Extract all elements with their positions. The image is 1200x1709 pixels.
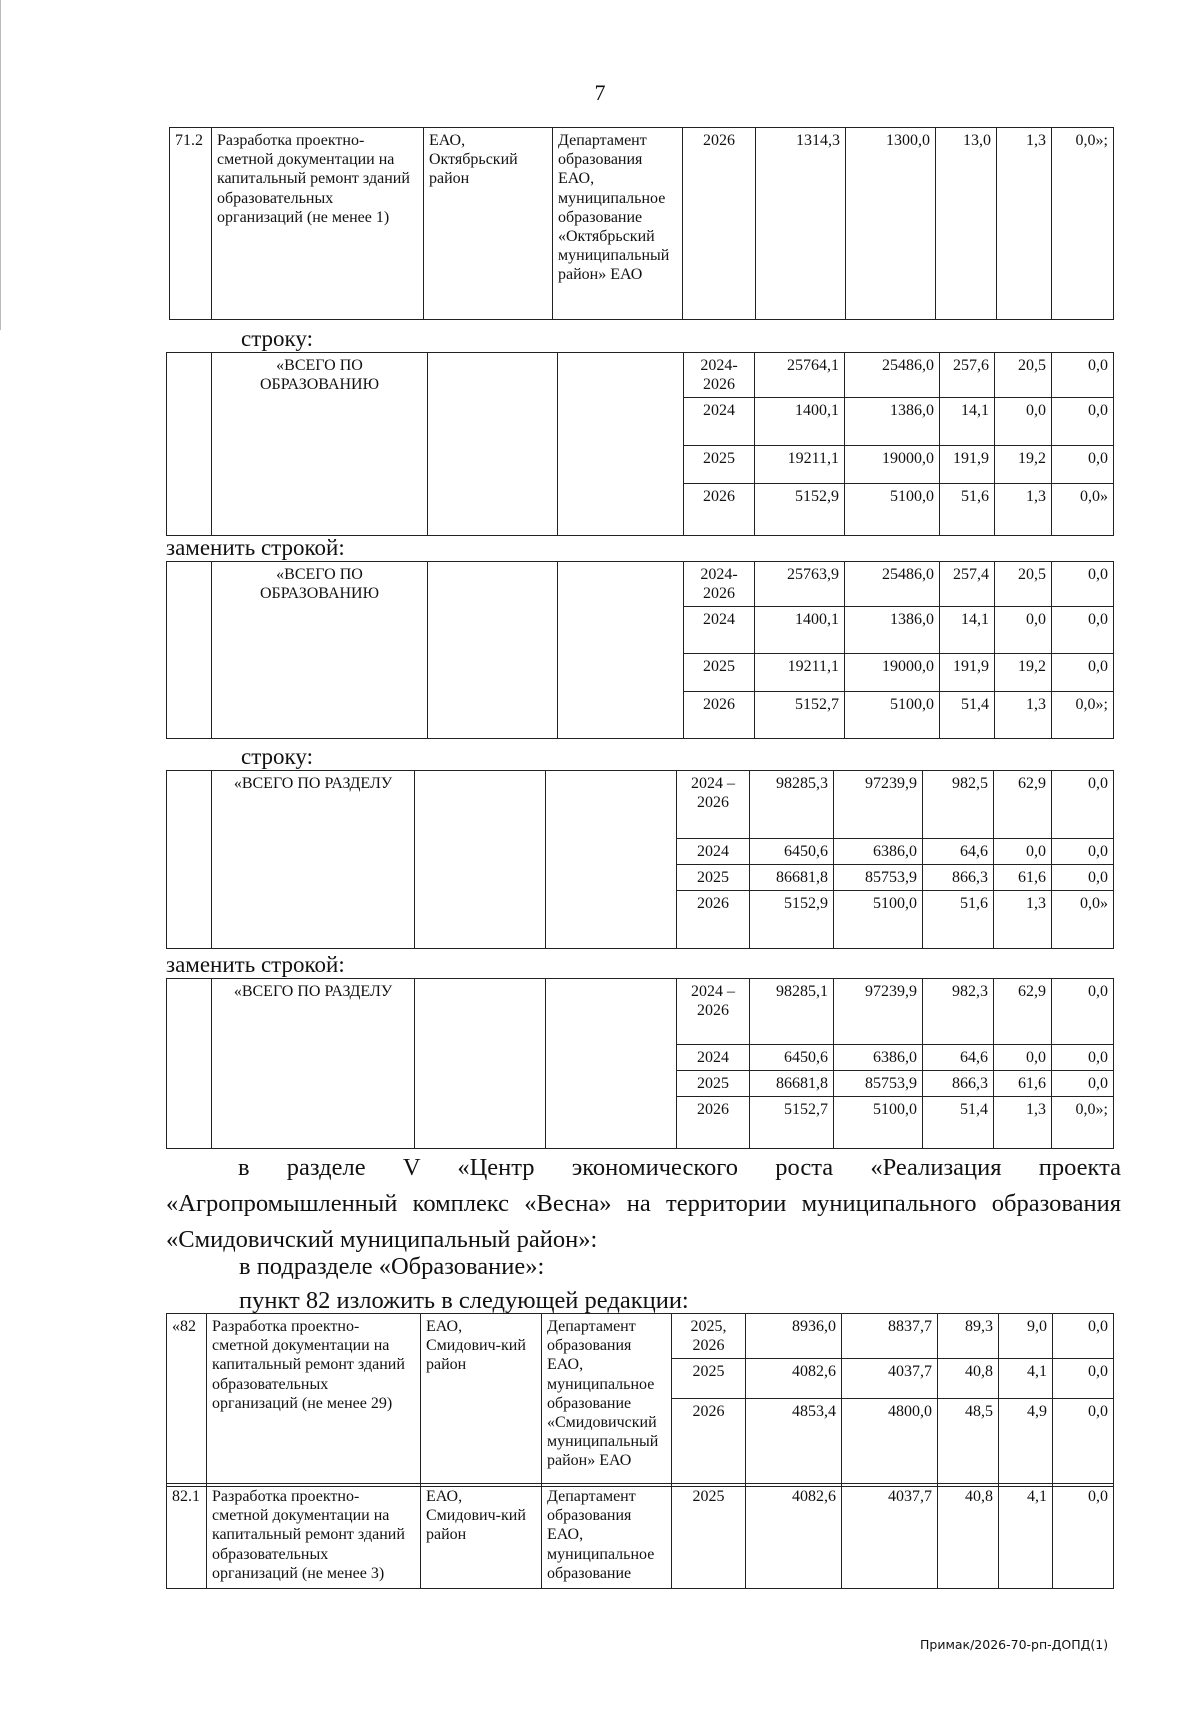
value-federal: 19000,0: [845, 446, 940, 484]
value-other: 0,0»: [1052, 891, 1114, 949]
value-other: 0,0: [1052, 353, 1114, 398]
table-row-71-2: [169, 127, 1114, 320]
value-total: 5152,7: [755, 692, 845, 739]
value-local: 61,6: [994, 865, 1052, 891]
value-total: 5152,9: [750, 891, 834, 949]
year: 2025: [672, 1484, 746, 1589]
value-local: 9,0: [999, 1314, 1053, 1359]
item-instruction-line: пункт 82 изложить в следующей редакции:: [239, 1287, 689, 1314]
year: 2025, 2026: [672, 1314, 746, 1359]
value-regional: 40,8: [938, 1359, 999, 1399]
value-regional: 51,4: [940, 692, 995, 739]
value-regional: 982,5: [923, 771, 994, 839]
work-name: Разработка проектно-сметной документации на капитальный ремонт зданий образовательных организаций (не менее 1): [212, 128, 424, 320]
value-federal: 5100,0: [845, 484, 940, 536]
value-other: 0,0»;: [1052, 692, 1114, 739]
year: 2026: [677, 1097, 750, 1149]
table-section-old: [166, 770, 1114, 949]
value-federal: 19000,0: [845, 654, 940, 692]
value-local: 0,0: [994, 1045, 1052, 1071]
total-label: «ВСЕГО ПО РАЗДЕЛУ: [212, 771, 415, 949]
executor: Департамент образования ЕАО, муниципальное образование «Октябрьский муниципальный район» ЕАО: [553, 128, 683, 320]
executor: Департамент образования ЕАО, муниципальное образование «Смидовичский муниципальный район» ЕАО: [542, 1314, 672, 1487]
page-number: 7: [594, 80, 606, 105]
value-local: 20,5: [995, 562, 1052, 607]
label-stroku: строку:: [241, 744, 313, 769]
value-other: 0,0: [1052, 1045, 1114, 1071]
value-other: 0,0: [1053, 1399, 1114, 1487]
value-other: 0,0: [1052, 979, 1114, 1045]
value-regional: 64,6: [923, 1045, 994, 1071]
value-federal: 6386,0: [834, 839, 923, 865]
value-regional: 64,6: [923, 839, 994, 865]
document-footer-code: Примак/2026-70-рп-ДОПД(1): [920, 1637, 1109, 1652]
value-regional: 14,1: [940, 398, 995, 446]
value-regional: 51,4: [923, 1097, 994, 1149]
value-local: 4,1: [999, 1359, 1053, 1399]
value-total: 1400,1: [755, 398, 845, 446]
year: 2026: [684, 692, 755, 739]
value-federal: 1386,0: [845, 398, 940, 446]
value-regional: 191,9: [940, 446, 995, 484]
value-total: 1400,1: [755, 607, 845, 654]
value-federal: 5100,0: [834, 1097, 923, 1149]
year: 2026: [677, 891, 750, 949]
year: 2025: [672, 1359, 746, 1399]
value-total: 6450,6: [750, 839, 834, 865]
value-other: 0,0: [1052, 771, 1114, 839]
value-local: 1,3: [994, 1097, 1052, 1149]
value-local: 0,0: [995, 607, 1052, 654]
value-local: 1,3: [994, 891, 1052, 949]
table-section-new: [166, 978, 1114, 1149]
value-regional: 191,9: [940, 654, 995, 692]
year: 2024 – 2026: [677, 979, 750, 1045]
year: 2024: [677, 1045, 750, 1071]
label-stroku: строку:: [241, 326, 313, 351]
value-local: 0,0: [994, 839, 1052, 865]
total-label: «ВСЕГО ПО ОБРАЗОВАНИЮ: [212, 353, 428, 536]
year: 2024: [677, 839, 750, 865]
value-federal: 4037,7: [842, 1484, 938, 1589]
value-regional: 14,1: [940, 607, 995, 654]
work-name: Разработка проектно-сметной документации на капитальный ремонт зданий образовательных организаций (не менее 3): [207, 1484, 421, 1589]
value-federal: 85753,9: [834, 865, 923, 891]
value-other: 0,0: [1052, 562, 1114, 607]
value-other: 0,0: [1052, 446, 1114, 484]
value-regional: 866,3: [923, 865, 994, 891]
value-federal: 8837,7: [842, 1314, 938, 1359]
value-federal: 97239,9: [834, 979, 923, 1045]
value-total: 86681,8: [750, 1071, 834, 1097]
value-federal: 85753,9: [834, 1071, 923, 1097]
row-number: «82: [167, 1314, 207, 1487]
location: ЕАО, Смидович-кий район: [421, 1314, 542, 1487]
year: 2025: [677, 1071, 750, 1097]
value-regional: 89,3: [938, 1314, 999, 1359]
value-total: 5152,7: [750, 1097, 834, 1149]
scan-margin-line: [0, 0, 1, 330]
value-federal: 5100,0: [845, 692, 940, 739]
value-regional: 13,0: [936, 128, 997, 320]
work-name: Разработка проектно-сметной документации на капитальный ремонт зданий образовательных организаций (не менее 29): [207, 1314, 421, 1487]
value-local: 0,0: [995, 398, 1052, 446]
table-item-82: [166, 1313, 1114, 1487]
value-total: 19211,1: [755, 654, 845, 692]
value-other: 0,0: [1053, 1314, 1114, 1359]
subsection-line: в подразделе «Образование»:: [239, 1253, 545, 1280]
table-item-82-1: [166, 1483, 1114, 1589]
value-federal: 4800,0: [842, 1399, 938, 1487]
value-local: 4,1: [999, 1484, 1053, 1589]
year: 2024: [684, 398, 755, 446]
year: 2024 – 2026: [677, 771, 750, 839]
value-regional: 866,3: [923, 1071, 994, 1097]
year: 2024: [684, 607, 755, 654]
value-other: 0,0: [1052, 1071, 1114, 1097]
year: 2025: [684, 446, 755, 484]
executor: Департамент образования ЕАО, муниципальное образование: [542, 1484, 672, 1589]
value-local: 20,5: [995, 353, 1052, 398]
value-total: 5152,9: [755, 484, 845, 536]
table-education-old: [166, 352, 1114, 536]
value-local: 19,2: [995, 446, 1052, 484]
total-label: «ВСЕГО ПО ОБРАЗОВАНИЮ: [212, 562, 428, 739]
year: 2024-2026: [684, 353, 755, 398]
value-federal: 1386,0: [845, 607, 940, 654]
value-regional: 257,6: [940, 353, 995, 398]
value-other: 0,0: [1052, 654, 1114, 692]
value-federal: 4037,7: [842, 1359, 938, 1399]
value-total: 6450,6: [750, 1045, 834, 1071]
year: 2025: [684, 654, 755, 692]
value-other: 0,0»: [1052, 484, 1114, 536]
location: ЕАО, Смидович-кий район: [421, 1484, 542, 1589]
value-other: 0,0: [1052, 398, 1114, 446]
value-regional: 40,8: [938, 1484, 999, 1589]
value-federal: 6386,0: [834, 1045, 923, 1071]
value-total: 4853,4: [746, 1399, 842, 1487]
value-total: 25763,9: [755, 562, 845, 607]
value-local: 62,9: [994, 979, 1052, 1045]
value-total: 4082,6: [746, 1359, 842, 1399]
year: 2025: [677, 865, 750, 891]
value-other: 0,0: [1053, 1484, 1114, 1589]
value-other: 0,0»;: [1052, 1097, 1114, 1149]
table-education-new: [166, 561, 1114, 739]
value-local: 1,3: [995, 692, 1052, 739]
value-other: 0,0: [1052, 839, 1114, 865]
value-local: 4,9: [999, 1399, 1053, 1487]
value-local: 1,3: [995, 484, 1052, 536]
value-federal: 25486,0: [845, 562, 940, 607]
value-local: 1,3: [997, 128, 1052, 320]
value-other: 0,0: [1053, 1359, 1114, 1399]
value-total: 8936,0: [746, 1314, 842, 1359]
value-federal: 97239,9: [834, 771, 923, 839]
value-total: 1314,3: [756, 128, 846, 320]
year: 2024-2026: [684, 562, 755, 607]
value-regional: 51,6: [940, 484, 995, 536]
value-total: 86681,8: [750, 865, 834, 891]
value-total: 98285,1: [750, 979, 834, 1045]
label-zamenit: заменить строкой:: [166, 535, 345, 560]
value-local: 19,2: [995, 654, 1052, 692]
value-other: 0,0: [1052, 865, 1114, 891]
location: ЕАО, Октябрьский район: [424, 128, 553, 320]
year: 2026: [683, 128, 756, 320]
value-local: 61,6: [994, 1071, 1052, 1097]
value-total: 19211,1: [755, 446, 845, 484]
value-total: 25764,1: [755, 353, 845, 398]
value-total: 98285,3: [750, 771, 834, 839]
value-other: 0,0»;: [1052, 128, 1114, 320]
year: 2026: [672, 1399, 746, 1487]
value-regional: 257,4: [940, 562, 995, 607]
section-v-paragraph: в разделе V «Центр экономического роста «Реализация проекта «Агропромышленный комплекс «Весна» на территории муниципального образования «Смидовичский муниципальный район»:: [166, 1154, 1121, 1253]
value-federal: 25486,0: [845, 353, 940, 398]
value-other: 0,0: [1052, 607, 1114, 654]
value-federal: 1300,0: [846, 128, 936, 320]
year: 2026: [684, 484, 755, 536]
value-total: 4082,6: [746, 1484, 842, 1589]
value-local: 62,9: [994, 771, 1052, 839]
value-federal: 5100,0: [834, 891, 923, 949]
value-regional: 48,5: [938, 1399, 999, 1487]
row-number: 82.1: [167, 1484, 207, 1589]
value-regional: 982,3: [923, 979, 994, 1045]
value-regional: 51,6: [923, 891, 994, 949]
label-zamenit: заменить строкой:: [166, 952, 345, 977]
total-label: «ВСЕГО ПО РАЗДЕЛУ: [212, 979, 415, 1149]
row-number: 71.2: [170, 128, 212, 320]
